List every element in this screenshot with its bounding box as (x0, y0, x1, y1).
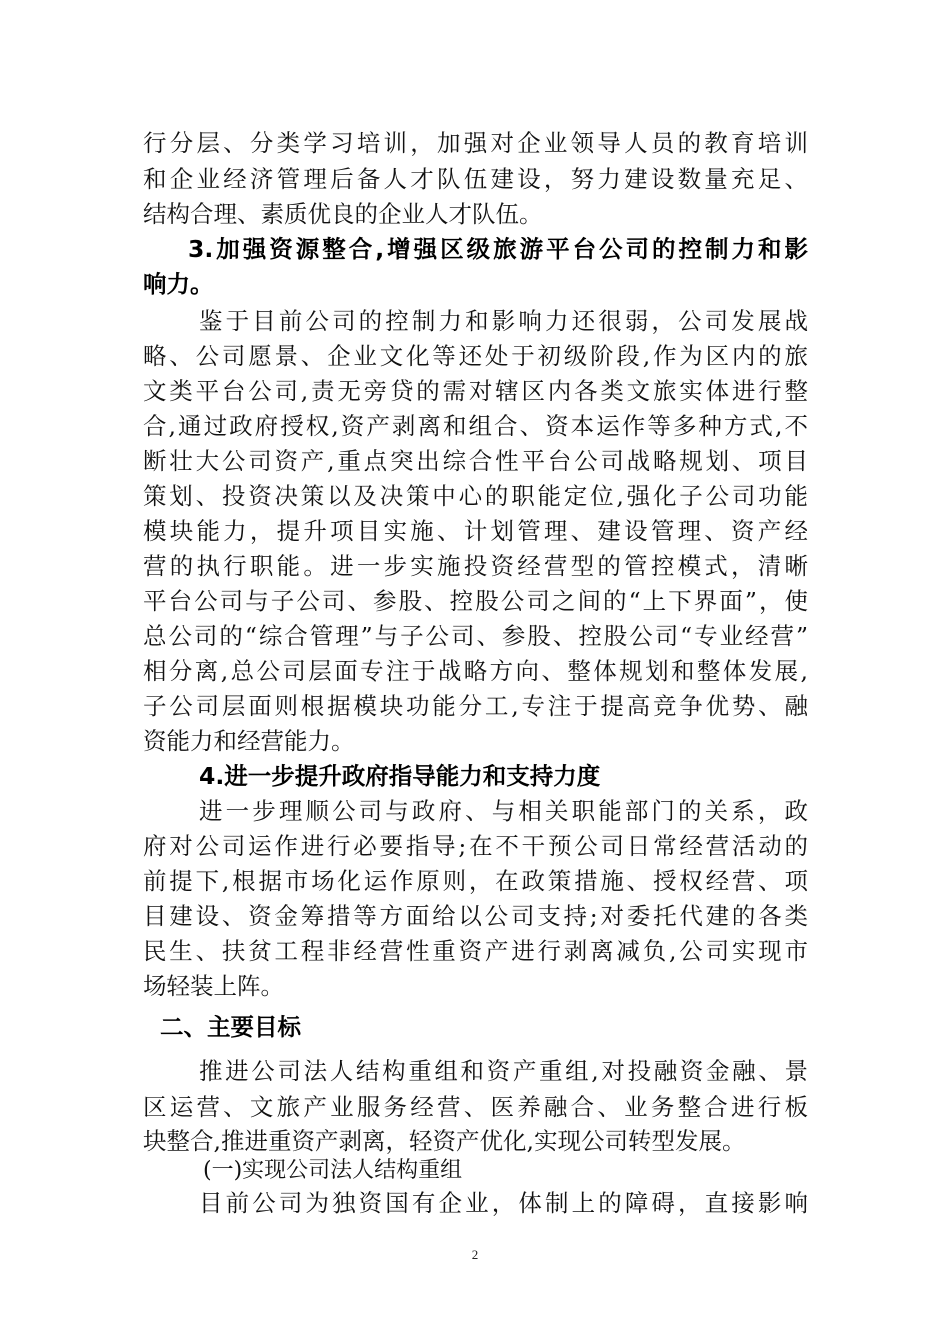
paragraph-line: 场轻装上阵。 (143, 972, 284, 1000)
paragraph-line: 资能力和经营能力。 (143, 727, 355, 755)
paragraph-line: 前提下,根据市场化运作原则，在政策措施、授权经营、项 (143, 867, 808, 895)
subsection-heading-1: (一)实现公司法人结构重组 (203, 1158, 463, 1183)
paragraph-line: 目建设、资金筹措等方面给以公司支持;对委托代建的各类 (143, 902, 808, 930)
paragraph-line: 民生、扶贫工程非经营性重资产进行剥离减负,公司实现市 (143, 937, 808, 965)
paragraph-line: 进一步理顺公司与政府、与相关职能部门的关系，政 (199, 797, 808, 825)
paragraph-line: 推进公司法人结构重组和资产重组,对投融资金融、景 (199, 1057, 808, 1085)
paragraph-line: 和企业经济管理后备人才队伍建设，努力建设数量充足、 (143, 165, 808, 193)
paragraph-line: 平台公司与子公司、参股、控股公司之间的“上下界面”，使 (143, 587, 808, 615)
section-heading-3: 3.加强资源整合,增强区级旅游平台公司的控制力和影 (188, 235, 808, 263)
paragraph-line: 子公司层面则根据模块功能分工,专注于提高竞争优势、融 (143, 692, 808, 720)
paragraph-line: 总公司的“综合管理”与子公司、参股、控股公司“专业经营” (143, 622, 808, 650)
section-heading-4: 4.进一步提升政府指导能力和支持力度 (199, 762, 601, 790)
paragraph-line: 鉴于目前公司的控制力和影响力还很弱，公司发展战 (199, 307, 808, 335)
paragraph-line: 模块能力，提升项目实施、计划管理、建设管理、资产经 (143, 517, 808, 545)
paragraph-line: 断壮大公司资产,重点突出综合性平台公司战略规划、项目 (143, 447, 808, 475)
main-goals-heading: 二、主要目标 (160, 1013, 301, 1041)
paragraph-line: 合,通过政府授权,资产剥离和组合、资本运作等多种方式,不 (143, 412, 808, 440)
paragraph-line: 结构合理、素质优良的企业人才队伍。 (143, 200, 543, 228)
paragraph-line: 府对公司运作进行必要指导;在不干预公司日常经营活动的 (143, 832, 808, 860)
paragraph-line: 略、公司愿景、企业文化等还处于初级阶段,作为区内的旅 (143, 342, 808, 370)
paragraph-line: 营的执行职能。进一步实施投资经营型的管控模式，清晰 (143, 552, 808, 580)
paragraph-line: 块整合,推进重资产剥离，轻资产优化,实现公司转型发展。 (143, 1127, 746, 1155)
paragraph-line: 策划、投资决策以及决策中心的职能定位,强化子公司功能 (143, 482, 808, 510)
paragraph-line: 区运营、文旅产业服务经营、医养融合、业务整合进行板 (143, 1093, 808, 1121)
paragraph-line: 文类平台公司,责无旁贷的需对辖区内各类文旅实体进行整 (143, 377, 808, 405)
paragraph-line: 目前公司为独资国有企业，体制上的障碍，直接影响 (199, 1189, 808, 1217)
page-number: 2 (471, 1247, 479, 1262)
section-heading-3-continued: 响力。 (143, 270, 214, 298)
paragraph-line: 相分离,总公司层面专注于战略方向、整体规划和整体发展, (143, 657, 808, 685)
paragraph-line: 行分层、分类学习培训，加强对企业领导人员的教育培训 (143, 129, 808, 157)
